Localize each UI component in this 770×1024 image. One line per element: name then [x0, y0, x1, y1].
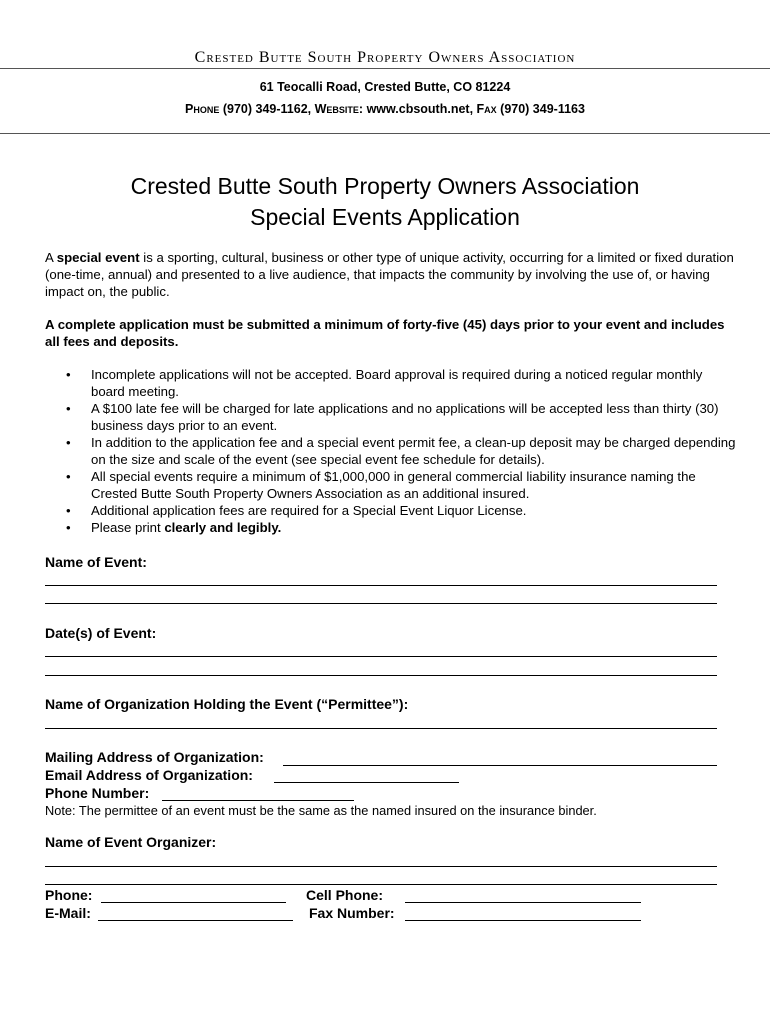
website-label: Website:	[314, 102, 364, 116]
letterhead-contact	[0, 102, 770, 116]
list-item: • Additional application fees are required for a Special Event Liquor License.	[66, 503, 527, 518]
organizer-name-label: Name of Event Organizer:	[45, 834, 217, 850]
event-dates-label: Date(s) of Event:	[45, 625, 157, 641]
list-item: • A $100 late fee will be charged for late applications and no applications will be accepted less than thirty (30) business days prior to an event.	[66, 401, 719, 433]
bullet-icon: •	[66, 367, 71, 382]
page-title: Crested Butte South Property Owners Association	[130, 173, 640, 199]
phone-label: Phone	[185, 102, 220, 116]
org-phone-label: Phone Number:	[45, 785, 150, 801]
phone-value: (970) 349-1162,	[222, 102, 312, 116]
intro-paragraph	[45, 249, 735, 300]
organizer-phone-field[interactable]	[101, 902, 286, 903]
intro-definition: is a sporting, cultural, business or other type of unique activity, occurring for a limited or fixed duration (one-time, annual) and presented to a live audience, that impacts the community by involving the use of, or having impact on, the public.	[45, 250, 734, 299]
org-email-field[interactable]	[274, 782, 459, 783]
org-phone-field[interactable]	[162, 800, 354, 801]
organizer-cell-label: Cell Phone:	[306, 887, 384, 903]
letterhead-org-name: Crested Butte South Property Owners Association	[194, 49, 576, 66]
event-name-label: Name of Event:	[45, 554, 147, 570]
organization-name-label: Name of Organization Holding the Event (“Permittee”):	[45, 696, 409, 712]
fax-label: Fax	[476, 102, 497, 116]
rules-list	[66, 366, 736, 536]
mailing-address-label: Mailing Address of Organization:	[45, 749, 264, 765]
organizer-cell-field[interactable]	[405, 902, 641, 903]
list-item: • All special events require a minimum of $1,000,000 in general commercial liability insurance naming the Crested Butte South Property Owners Association as an additional insured.	[66, 469, 696, 501]
event-name-field-line-2[interactable]	[45, 603, 717, 604]
list-item: • Please print clearly and legibly.	[66, 520, 282, 535]
fax-value: (970) 349-1163	[500, 102, 585, 116]
organizer-email-field[interactable]	[98, 920, 293, 921]
event-name-field-line-1[interactable]	[45, 585, 717, 586]
list-item: • Incomplete applications will not be accepted. Board approval is required during a noticed regular monthly board meeting.	[66, 367, 703, 399]
submission-requirement: A complete application must be submitted a minimum of forty-five (45) days prior to your event and includes all fees and deposits.	[45, 317, 725, 349]
organizer-fax-label: Fax Number:	[309, 905, 395, 921]
event-dates-field-line-2[interactable]	[45, 675, 717, 676]
letterhead-address: 61 Teocalli Road, Crested Butte, CO 81224	[259, 80, 511, 94]
intro-prefix: A	[45, 250, 54, 265]
mailing-address-field[interactable]	[283, 765, 717, 766]
page-subtitle: Special Events Application	[250, 204, 520, 230]
event-dates-field-line-1[interactable]	[45, 656, 717, 657]
permittee-note: Note: The permittee of an event must be the same as the named insured on the insurance binder.	[45, 803, 597, 818]
letterhead-divider-bottom	[0, 133, 770, 134]
bullet-icon: •	[66, 401, 71, 416]
bullet-icon: •	[66, 520, 71, 535]
organizer-name-field-line-2[interactable]	[45, 884, 717, 885]
organizer-email-label: E-Mail:	[45, 905, 91, 921]
letterhead-divider-top	[0, 68, 770, 69]
bullet-icon: •	[66, 435, 71, 450]
organization-name-field-line[interactable]	[45, 728, 717, 729]
intro-term: special event	[56, 250, 140, 265]
list-item: • In addition to the application fee and a special event permit fee, a clean-up deposit may be charged depending on the size and scale of the event (see special event fee schedule for details).	[66, 435, 736, 467]
organizer-phone-label: Phone:	[45, 887, 93, 903]
website-value[interactable]: www.cbsouth.net,	[366, 102, 474, 116]
organizer-fax-field[interactable]	[405, 920, 641, 921]
org-email-label: Email Address of Organization:	[45, 767, 253, 783]
bullet-icon: •	[66, 503, 71, 518]
organizer-name-field-line-1[interactable]	[45, 866, 717, 867]
bullet-icon: •	[66, 469, 71, 484]
